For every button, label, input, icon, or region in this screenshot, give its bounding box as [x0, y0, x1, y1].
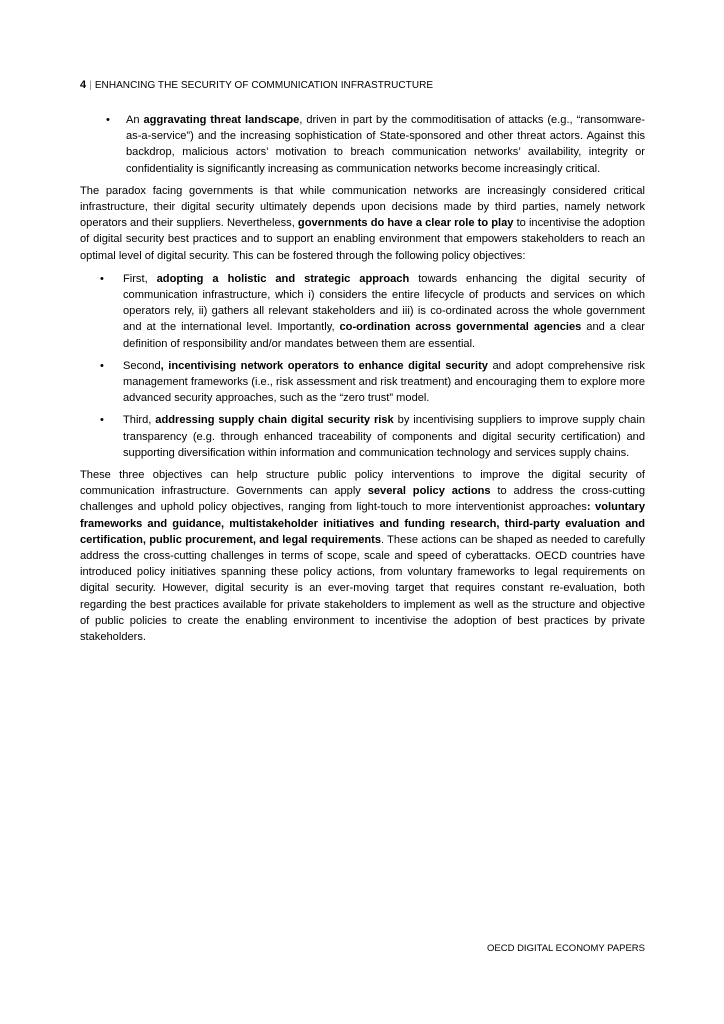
list-item: • Second, incentivising network operators to enhance digital security and adopt comprehensive risk management frameworks (i.e., risk assessment and risk treatment) and encouraging them to explore more advanced security approaches, such as the “zero trust” model.: [100, 359, 645, 405]
page-body: [80, 112, 645, 652]
running-footer: OECD DIGITAL ECONOMY PAPERS: [486, 943, 645, 954]
threat-bullet-list: [80, 112, 645, 177]
emphasis: co-ordination across governmental agencies: [339, 321, 582, 334]
emphasis: adopting a holistic and strategic approach: [156, 272, 410, 285]
emphasis: addressing supply chain digital security risk: [155, 414, 394, 427]
header-title: ENHANCING THE SECURITY OF COMMUNICATION INFRASTRUCTURE: [94, 80, 434, 91]
emphasis: aggravating threat landscape: [143, 114, 300, 126]
emphasis: : voluntary frameworks and guidance, multistakeholder initiatives and funding research, third-party evaluation and certification, public procurement, and legal requirements: [80, 501, 645, 546]
bullet-marker: •: [100, 359, 104, 372]
bullet-marker: •: [100, 272, 104, 285]
emphasis: , incentivising network operators to enhance digital security: [160, 359, 488, 372]
list-item: • Third, addressing supply chain digital security risk by incentivising suppliers to improve supply chain transparency (e.g. through enhanced traceability of components and digital security certification) and supporting diversification within information and communication technology and services supply chains.: [100, 414, 645, 459]
page-number: 4: [80, 79, 87, 91]
emphasis: several policy actions: [367, 485, 491, 498]
list-item: • An aggravating threat landscape, driven in part by the commoditisation of attacks (e.g., “ransomware-as-a-service”) and the increasing sophistication of State-sponsored and other threat actors. Against this backdrop, malicious actors’ motivation to breach communication networks’ availability, integrity or confidentiality is significantly increasing as communication networks become increasingly critical.: [106, 114, 645, 175]
bullet-marker: •: [100, 414, 104, 427]
running-header: [80, 79, 433, 91]
bullet-marker: •: [106, 114, 110, 126]
emphasis: governments do have a clear role to play: [297, 217, 514, 230]
paragraph: The paradox facing governments is that while communication networks are increasingly considered critical infrastructure, their digital security ultimately depends upon decisions made by third parties, namely network operators and their suppliers. Nevertheless, governments do have a clear role to play to incentivise the adoption of digital security best practices and to support an enabling environment that empowers stakeholders to reach an optimal level of digital security. This can be fostered through the following policy objectives:: [80, 184, 645, 262]
header-separator: |: [89, 80, 92, 91]
list-item: • First, adopting a holistic and strategic approach towards enhancing the digital security of communication infrastructure, which i) considers the entire lifecycle of products and services on which operators rely, ii) gathers all relevant stakeholders and iii) is co-ordinated across the whole government and at the international level. Importantly, co-ordination across governmental agencies and a clear definition of responsibility and/or mandates between them are essential.: [100, 272, 645, 350]
policy-objectives-list: [80, 271, 645, 461]
paragraph: These three objectives can help structure public policy interventions to improve the digital security of communication infrastructure. Governments can apply several policy actions to address the cross-cutting challenges and uphold policy objectives, ranging from light-touch to more interventionist approaches: voluntary frameworks and guidance, multistakeholder initiatives and funding research, third-party evaluation and certification, public procurement, and legal requirements. These actions can be shaped as needed to carefully address the cross-cutting challenges in terms of scope, scale and speed of cyberattacks. OECD countries have introduced policy initiatives spanning these policy actions, from voluntary frameworks to legal requirements on digital security. However, digital security is an ever-moving target that requires constant re-evaluation, both regarding the best practices available for private stakeholders to implement as well as the structure and objective of public policies to create the enabling environment to incentivise the adoption of best practices by private stakeholders.: [80, 469, 646, 644]
